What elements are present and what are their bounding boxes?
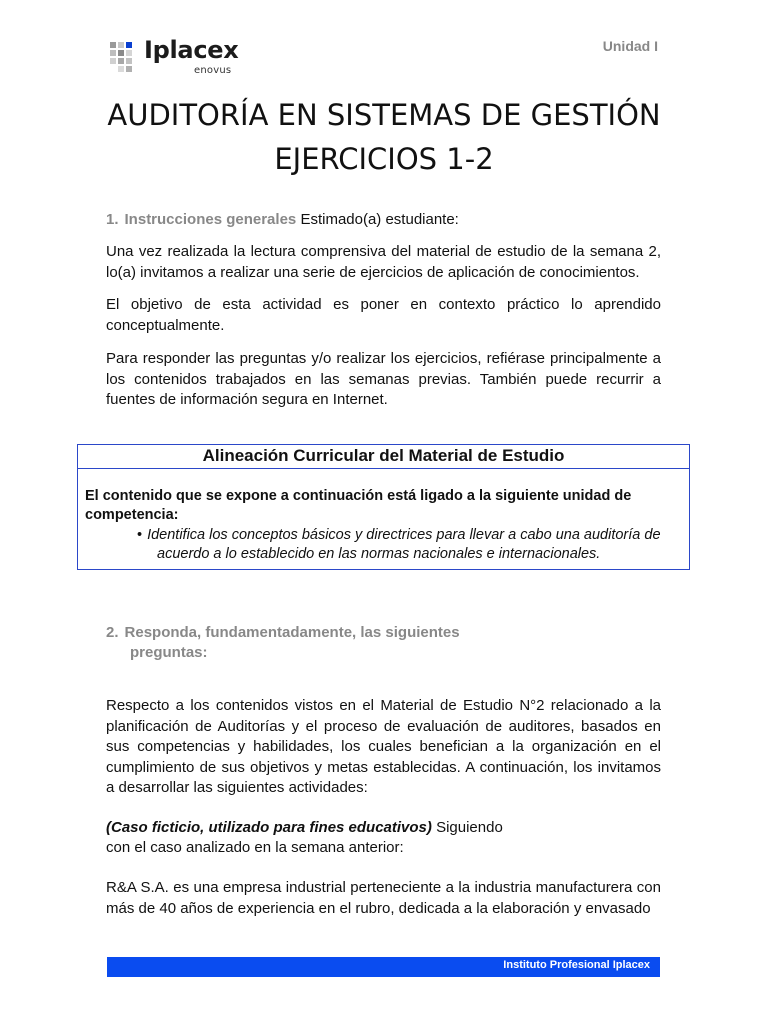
- company-paragraph: R&A S.A. es una empresa industrial perteneciente a la industria manufacturera con más de 40 años de experiencia en el rubro, dedicada a la elaboración y envasado: [106, 879, 661, 917]
- case-label: (Caso ficticio, utilizado para fines educativos): [106, 819, 432, 836]
- case-line2: con el caso analizado en la semana anterior:: [106, 839, 404, 856]
- competency-text-line2: acuerdo a lo establecido en las normas nacionales e internacionales.: [157, 546, 601, 562]
- logo-subtext: enovus: [194, 65, 232, 76]
- section1-title: Instrucciones generales: [124, 211, 297, 228]
- section2-paragraph: Respecto a los contenidos vistos en el Material de Estudio N°2 relacionado a la planificación de Auditorías y el proceso de evaluación de auditores, basados en sus competencias y habilidades, los cuales benefician a la organización en el cumplimiento de sus objetivos y metas establecidas. A continuación, los invitamos a desarrollar las siguientes actividades:: [106, 697, 661, 796]
- alignment-box-body: [85, 487, 685, 562]
- section1-heading: [106, 210, 661, 231]
- section2-heading: [106, 623, 661, 644]
- logo-grid-icon: [110, 42, 140, 72]
- case-intro: [106, 818, 661, 839]
- unit-label: Unidad I: [602, 38, 658, 54]
- competency-text-line1: Identifica los conceptos básicos y directrices para llevar a cabo una auditoría de: [147, 527, 661, 543]
- section2-title-line1: Responda, fundamentadamente, las siguientes: [124, 624, 460, 641]
- document-subtitle: EJERCICIOS 1-2: [274, 142, 494, 176]
- curricular-alignment-box: [77, 444, 690, 570]
- competency-bullet: [137, 526, 683, 564]
- alignment-intro: El contenido que se expone a continuación está ligado a la siguiente unidad de competencia:: [85, 488, 632, 523]
- alignment-box-title: Alineación Curricular del Material de Estudio: [78, 445, 689, 469]
- section1-paragraph: El objetivo de esta actividad es poner en contexto práctico lo aprendido conceptualmente.: [106, 296, 661, 334]
- footer-institution: Instituto Profesional Iplacex: [503, 959, 650, 971]
- section1-lead: Estimado(a) estudiante:: [300, 211, 459, 228]
- section2-number: 2.: [106, 624, 119, 641]
- iplacex-logo: [108, 38, 248, 78]
- footer-bar: [107, 957, 660, 977]
- case-line1: Siguiendo: [436, 819, 503, 836]
- section2-title-line2: preguntas:: [130, 644, 208, 661]
- section1-paragraph: Para responder las preguntas y/o realizar los ejercicios, refiérase principalmente a los contenidos trabajados en las semanas previas. También puede recurrir a fuentes de información segura en Internet.: [106, 350, 661, 408]
- bullet-icon: •: [137, 527, 143, 543]
- section1-paragraph: Una vez realizada la lectura comprensiva del material de estudio de la semana 2, lo(a) invitamos a realizar una serie de ejercicios de aplicación de conocimientos.: [106, 243, 661, 281]
- document-title: AUDITORÍA EN SISTEMAS DE GESTIÓN: [107, 98, 661, 132]
- section1-number: 1.: [106, 211, 119, 228]
- logo-wordmark: Iplacex: [144, 36, 239, 64]
